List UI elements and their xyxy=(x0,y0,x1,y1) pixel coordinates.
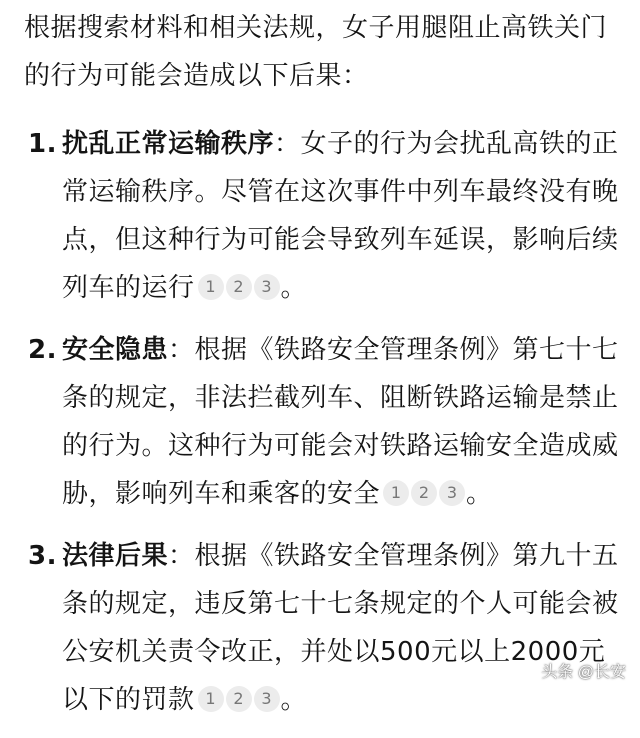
item-colon: ： xyxy=(274,129,301,159)
list-item xyxy=(24,120,624,312)
list-item xyxy=(24,532,624,724)
citation-badge[interactable]: 2 xyxy=(226,274,252,300)
watermark: 头条 @长安 xyxy=(541,664,626,681)
item-text: 根据《铁路安全管理条例》第九十五条的规定，违反第七十七条规定的个人可能会被公安机关责令改正，并处以500元以上2000元以下的罚款 xyxy=(62,541,619,715)
intro-paragraph: 根据搜索材料和相关法规，女子用腿阻止高铁关门的行为可能会造成以下后果： xyxy=(24,13,608,91)
list-item xyxy=(24,326,624,518)
item-end: 。 xyxy=(466,479,493,509)
citation-badge[interactable]: 1 xyxy=(383,480,409,506)
citation-group xyxy=(197,685,281,715)
citation-badge[interactable]: 3 xyxy=(439,480,465,506)
item-number: 1. xyxy=(28,129,57,159)
response-content xyxy=(24,4,624,738)
item-number: 2. xyxy=(28,335,57,365)
citation-group xyxy=(382,479,466,509)
item-end: 。 xyxy=(280,685,308,715)
item-colon: ： xyxy=(168,541,195,571)
item-text: 女子的行为会扰乱高铁的正常运输秩序。尽管在这次事件中列车最终没有晚点，但这种行为可能会导致列车延误，影响后续列车的运行 xyxy=(62,129,619,303)
citation-badge[interactable]: 1 xyxy=(198,686,224,712)
consequence-list xyxy=(24,120,624,724)
citation-badge[interactable]: 3 xyxy=(254,274,280,300)
citation-group xyxy=(197,273,281,303)
item-number: 3. xyxy=(28,541,57,571)
citation-badge[interactable]: 3 xyxy=(254,686,280,712)
citation-badge[interactable]: 2 xyxy=(411,480,437,506)
citation-badge[interactable]: 1 xyxy=(198,274,224,300)
citation-badge[interactable]: 2 xyxy=(226,686,252,712)
item-text: 根据《铁路安全管理条例》第七十七条的规定，非法拦截列车、阻断铁路运输是禁止的行为。这种行为可能会对铁路运输安全造成威胁，影响列车和乘客的安全 xyxy=(62,335,619,509)
item-end: 。 xyxy=(280,273,308,303)
item-term: 安全隐患 xyxy=(62,335,169,365)
item-term: 扰乱正常运输秩序 xyxy=(62,129,275,159)
item-term: 法律后果 xyxy=(62,541,169,571)
item-colon: ： xyxy=(168,335,195,365)
